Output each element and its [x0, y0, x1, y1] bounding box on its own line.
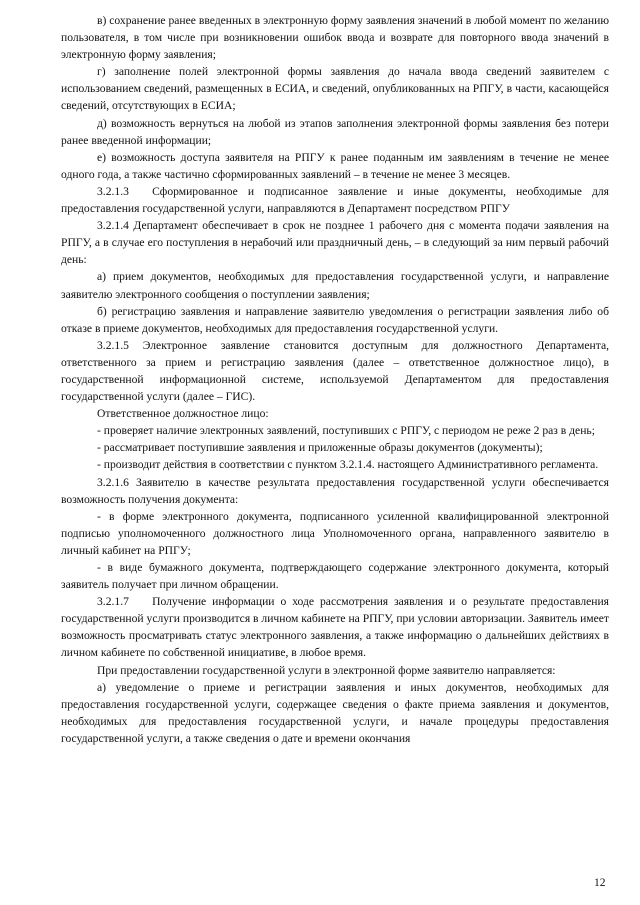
paragraph: 3.2.1.6 Заявителю в качестве результата предоставления государственной услуги обеспечивается возможность получения документа: [61, 475, 609, 506]
body-text [61, 12, 609, 747]
paragraph: а) уведомление о приеме и регистрации заявления и иных документов, необходимых для предоставления государственной услуги, содержащее сведения о факте приема заявления и документов, необходимых для предоставления государственной услуги, и начале процедуры предоставления государственной услуги, а также сведения о дате и времени окончания [61, 680, 609, 745]
paragraph: б) регистрацию заявления и направление заявителю уведомления о регистрации заявления либо об отказе в приеме документов, необходимых для предоставления государственной услуги. [61, 304, 609, 335]
paragraph: Ответственное должностное лицо: [97, 407, 269, 421]
paragraph: - рассматривает поступившие заявления и приложенные образы документов (документы); [97, 441, 543, 455]
paragraph: При предоставлении государственной услуги в электронной форме заявителю направляется: [97, 663, 556, 677]
paragraph: г) заполнение полей электронной формы заявления до начала ввода сведений заявителем с использованием сведений, размещенных в ЕСИА, и сведений, опубликованных на РПГУ, в части, касающейся сведений, отсутствующих в ЕСИА; [61, 65, 609, 113]
paragraph: е) возможность доступа заявителя на РПГУ к ранее поданным им заявлениям в течение не менее одного года, а также частично сформированных заявлений – в течение не менее 3 месяцев. [61, 150, 609, 181]
paragraph: - в виде бумажного документа, подтверждающего содержание электронного документа, который заявитель получает при личном обращении. [61, 561, 609, 592]
paragraph: 3.2.1.7 Получение информации о ходе рассмотрения заявления и о результате предоставления государственной услуги производится в личном кабинете на РПГУ, при условии авторизации. Заявитель имеет возможность просматривать статус электронного заявления, а также информацию о дальнейших действиях в личном кабинете по собственной инициативе, в любое время. [61, 595, 609, 660]
paragraph: в) сохранение ранее введенных в электронную форму заявления значений в любой момент по желанию пользователя, в том числе при возникновении ошибок ввода и возврате для повторного ввода значений в электронную форму заявления; [61, 14, 609, 62]
paragraph: а) прием документов, необходимых для предоставления государственной услуги, и направление заявителю электронного сообщения о поступлении заявления; [61, 270, 609, 301]
paragraph: д) возможность вернуться на любой из этапов заполнения электронной формы заявления без потери ранее введенной информации; [61, 116, 609, 147]
page-number: 12 [594, 876, 606, 889]
paragraph: 3.2.1.5 Электронное заявление становится доступным для должностного Департамента, ответственного за прием и регистрацию заявления (далее – ответственное должностное лицо), в государственной информационной системе, используемой Департаментом для предоставления государственной услуги (далее – ГИС). [61, 338, 609, 404]
paragraph: 3.2.1.3 Сформированное и подписанное заявление и иные документы, необходимые для предоставления государственной услуги, направляются в Департамент посредством РПГУ [61, 184, 609, 216]
paragraph: - проверяет наличие электронных заявлений, поступивших с РПГУ, с периодом не реже 2 раз в день; [97, 424, 595, 438]
paragraph: 3.2.1.4 Департамент обеспечивает в срок не позднее 1 рабочего дня с момента подачи заявления на РПГУ, а в случае его поступления в нерабочий или праздничный день, – в следующий за ним первый рабочий день: [61, 219, 609, 267]
paragraph: - в форме электронного документа, подписанного усиленной квалифицированной электронной подписью уполномоченного должностного лица Уполномоченного органа, направленного заявителю в личный кабинет на РПГУ; [61, 509, 609, 557]
paragraph: - производит действия в соответствии с пунктом 3.2.1.4. настоящего Административного регламента. [97, 458, 599, 472]
